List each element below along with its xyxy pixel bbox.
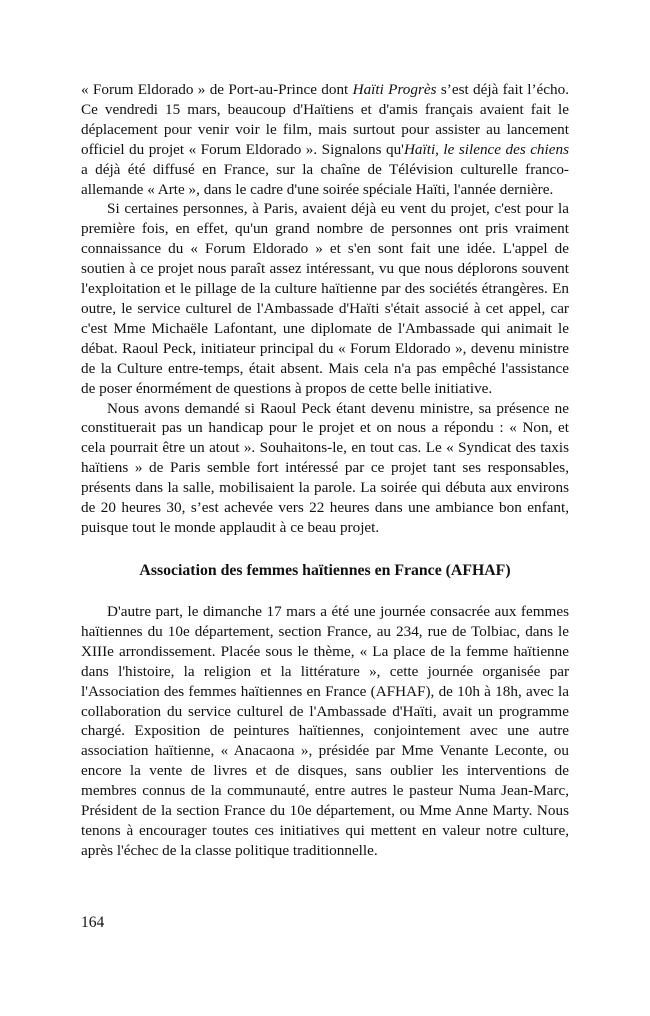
paragraph [81, 199, 569, 398]
body-text-bottom [81, 602, 569, 861]
text-segment: a déjà été diffusé en France, sur la chaîne de Télévision culturelle franco-allemande « Arte », dans le cadre d'une soirée spéciale Haïti, l'année dernière. [81, 160, 569, 198]
paragraph [81, 80, 569, 199]
paragraph [81, 399, 569, 538]
paragraph [81, 602, 569, 861]
italic-title: Haïti Progrès [352, 81, 437, 98]
page-number: 164 [81, 914, 105, 931]
text-segment: D'autre part, le dimanche 17 mars a été une journée consacrée aux femmes haïtiennes du 10e département, section France, au 234, rue de Tolbiac, dans le XIIIe arrondissement. Placée sous le thème, « La place de la femme haïtienne dans l'histoire, la religion et la littérature », cette journée organisée par l'Association des femmes haïtiennes en France (AFHAF), de 10h à 18h, avec la collaboration du service culturel de l'Ambassade d'Haïti, avait un programme chargé. Exposition de peintures haïtiennes, conjointement avec une autre association haïtienne, « Anacaona », présidée par Mme Venante Leconte, ou encore la vente de livres et de disques, sans oublier les interventions de membres connus de la communauté, entre autres le pasteur Numa Jean-Marc, Président de la section France du 10e département, ou Mme Anne Marty. Nous tenons à encourager toutes ces initiatives qui mettent en valeur notre culture, après l'échec de la classe politique traditionnelle. [81, 603, 569, 859]
text-segment: Nous avons demandé si Raoul Peck étant devenu ministre, sa présence ne constituerait pas un handicap pour le projet et on nous a répondu : « Non, et cela pourrait être un atout ». Souhaitons-le, en tout cas. Le « Syndicat des taxis haïtiens » de Paris semble fort intéressé par ce projet tant ses responsables, présents dans la salle, mobilisaient la parole. La soirée qui débuta aux environs de 20 heures 30, s’est achevée vers 22 heures dans une ambiance bon enfant, puisque tout le monde applaudit à ce beau projet. [81, 399, 569, 536]
italic-title: Haïti, le silence des chiens [403, 140, 569, 158]
text-segment: Si certaines personnes, à Paris, avaient déjà eu vent du projet, c'est pour la première fois, en effet, qu'un grand nombre de personnes ont pris vraiment connaissance du « Forum Eldorado » et s'en sont fait une idée. L'appel de soutien à ce projet nous paraît assez intéressant, vu que nous déplorons souvent l'exploitation et le pillage de la culture haïtienne par des sociétés étrangères. En outre, le service culturel de l'Ambassade d'Haïti s'était associé à cet appel, car c'est Mme Michaële Lafontant, une diplomate de l'Ambassade qui animait le débat. Raoul Peck, initiateur principal du « Forum Eldorado », devenu ministre de la Culture entre-temps, était absent. Mais cela n'a pas empêché l'assistance de poser énormément de questions à propos de cette belle initiative. [81, 200, 569, 397]
body-text-top [81, 80, 569, 538]
section-heading: Association des femmes haïtiennes en France (AFHAF) [139, 562, 511, 579]
text-segment: « Forum Eldorado » de Port-au-Prince dont [81, 81, 353, 98]
text-segment: s’est déjà fait l’écho. Ce vendredi 15 mars, beaucoup d'Haïtiens et d'amis français avaient fait le déplacement pour venir voir le film, mais surtout pour assister au lancement officiel du projet « Forum Eldorado ». Signalons qu' [81, 81, 570, 158]
